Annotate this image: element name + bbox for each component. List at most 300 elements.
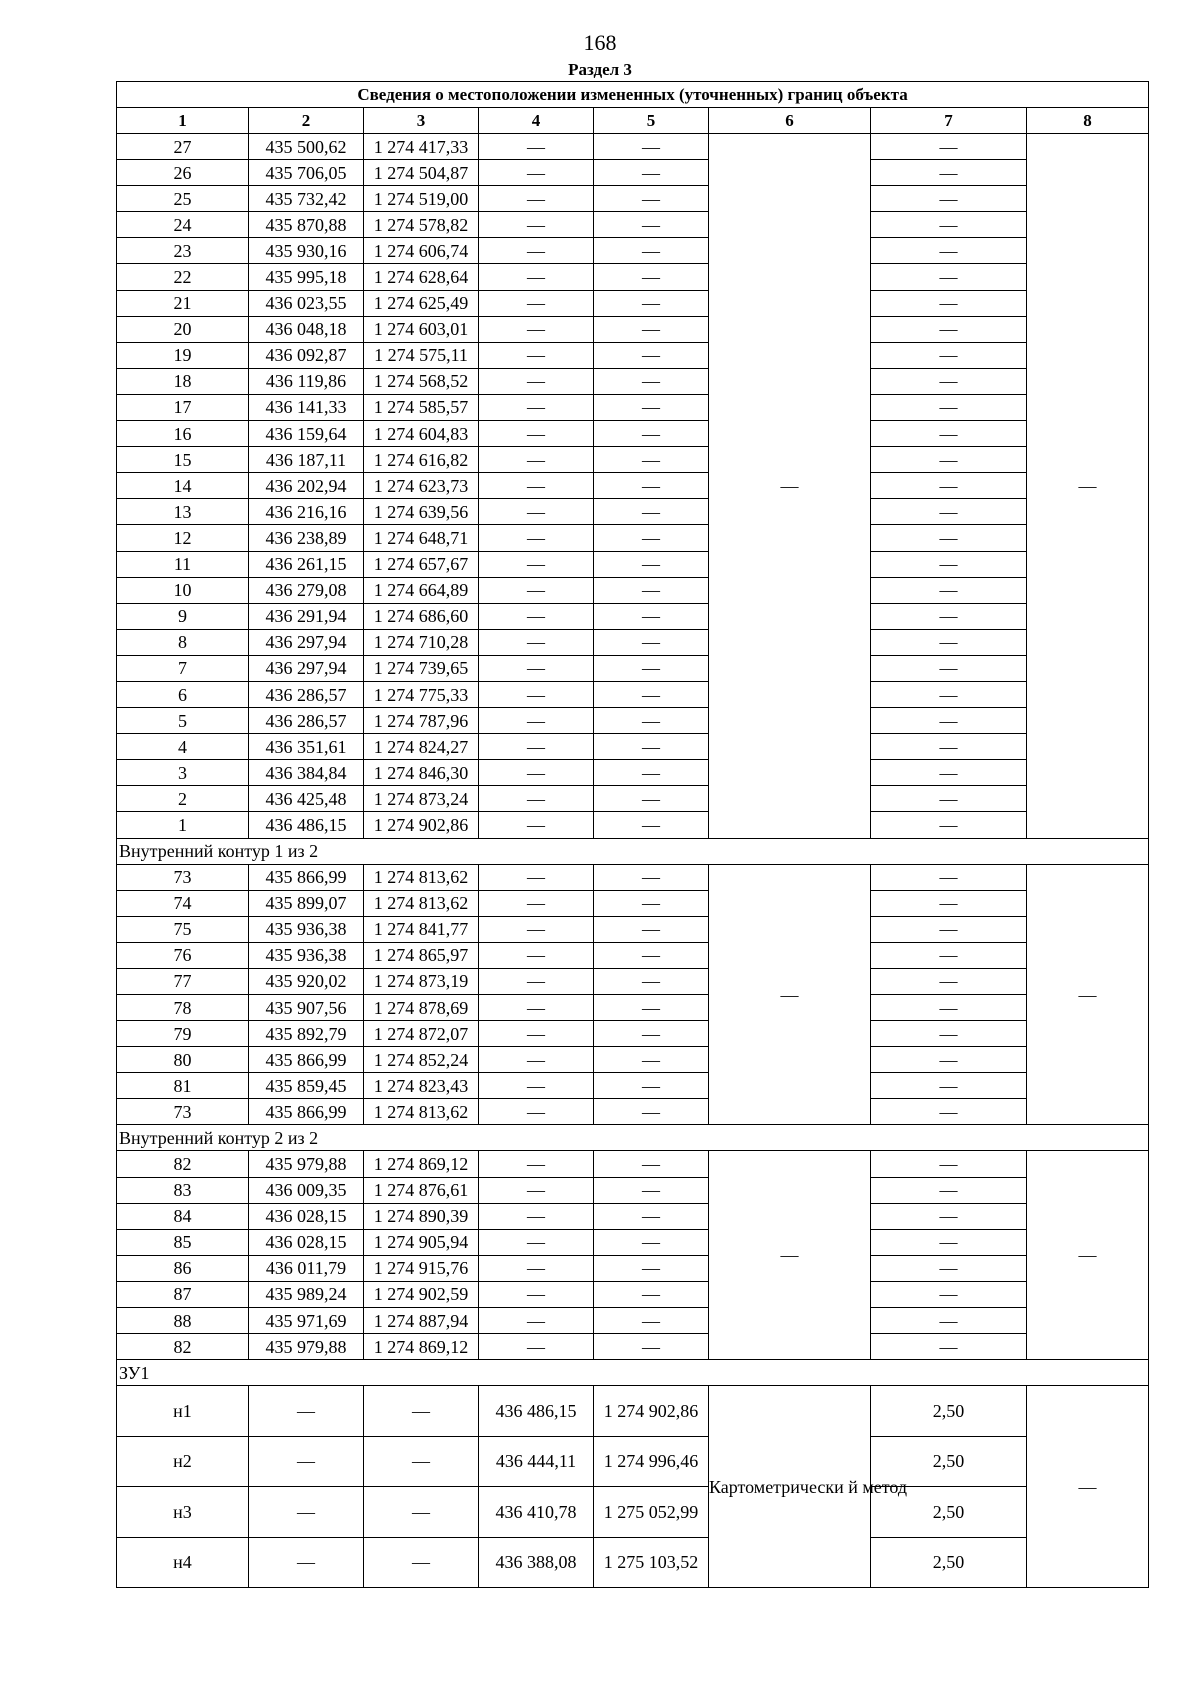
coord-x: 436 486,15 xyxy=(479,1386,594,1437)
dash-cell: — xyxy=(594,942,709,968)
dash-cell: — xyxy=(479,1334,594,1360)
coord-y: 1 274 568,52 xyxy=(364,368,479,394)
dash-cell: — xyxy=(479,603,594,629)
dash-cell: — xyxy=(594,186,709,212)
coord-x: 436 187,11 xyxy=(249,447,364,473)
point-number: 22 xyxy=(117,264,249,290)
table-row xyxy=(117,394,1149,420)
coord-x: 436 092,87 xyxy=(249,342,364,368)
point-number: 24 xyxy=(117,212,249,238)
dash-cell: — xyxy=(871,577,1027,603)
coord-x: 435 706,05 xyxy=(249,160,364,186)
table-row xyxy=(117,1099,1149,1125)
table-row xyxy=(117,238,1149,264)
point-number: 86 xyxy=(117,1255,249,1281)
dash-cell: — xyxy=(594,1334,709,1360)
coord-x: 435 892,79 xyxy=(249,1021,364,1047)
dash-cell: — xyxy=(871,394,1027,420)
coord-y: 1 274 824,27 xyxy=(364,734,479,760)
coord-y: 1 274 604,83 xyxy=(364,421,479,447)
coord-x: 436 286,57 xyxy=(249,708,364,734)
coord-x: 435 920,02 xyxy=(249,968,364,994)
dash-cell: — xyxy=(871,316,1027,342)
dash-cell: — xyxy=(594,1151,709,1177)
point-number: 21 xyxy=(117,290,249,316)
table-row xyxy=(117,134,1149,160)
dash-cell: — xyxy=(594,708,709,734)
coord-y: 1 274 628,64 xyxy=(364,264,479,290)
dash-cell: — xyxy=(479,525,594,551)
dash-cell: — xyxy=(594,864,709,890)
dash-cell: — xyxy=(479,134,594,160)
table-row xyxy=(117,916,1149,942)
dash-cell: — xyxy=(479,916,594,942)
boundary-table xyxy=(116,81,1149,1588)
point-number: 19 xyxy=(117,342,249,368)
coord-x: 436 216,16 xyxy=(249,499,364,525)
dash-cell-merged: — xyxy=(709,134,871,839)
dash-cell: — xyxy=(249,1537,364,1588)
table-row xyxy=(117,186,1149,212)
coord-y: 1 274 823,43 xyxy=(364,1073,479,1099)
dash-cell: — xyxy=(479,812,594,838)
table-row xyxy=(117,577,1149,603)
table-row xyxy=(117,1047,1149,1073)
dash-cell: — xyxy=(871,942,1027,968)
table-row xyxy=(117,368,1149,394)
dash-cell: — xyxy=(594,160,709,186)
point-number: 84 xyxy=(117,1203,249,1229)
coord-x: 436 410,78 xyxy=(479,1487,594,1538)
table-row xyxy=(117,968,1149,994)
coord-x: 436 286,57 xyxy=(249,681,364,707)
table-row xyxy=(117,1386,1149,1437)
dash-cell-merged: — xyxy=(1027,864,1149,1125)
coord-x: 435 866,99 xyxy=(249,1047,364,1073)
coord-y: 1 275 103,52 xyxy=(594,1537,709,1588)
dash-cell: — xyxy=(479,421,594,447)
dash-cell: — xyxy=(871,473,1027,499)
method-cell: Картометрически й метод xyxy=(709,1386,871,1588)
coord-x: 435 907,56 xyxy=(249,995,364,1021)
coord-x: 436 279,08 xyxy=(249,577,364,603)
table-row xyxy=(117,1255,1149,1281)
point-number: 82 xyxy=(117,1334,249,1360)
dash-cell: — xyxy=(479,1151,594,1177)
column-header: 5 xyxy=(594,108,709,134)
coord-x: 435 971,69 xyxy=(249,1308,364,1334)
dash-cell: — xyxy=(871,864,1027,890)
dash-cell: — xyxy=(594,1047,709,1073)
coord-y: 1 274 846,30 xyxy=(364,760,479,786)
column-header-row xyxy=(117,108,1149,134)
coord-x: 436 297,94 xyxy=(249,629,364,655)
coord-y: 1 274 878,69 xyxy=(364,995,479,1021)
point-number: н2 xyxy=(117,1436,249,1487)
dash-cell: — xyxy=(871,968,1027,994)
point-number: н4 xyxy=(117,1537,249,1588)
coord-x: 436 351,61 xyxy=(249,734,364,760)
coord-x: 436 444,11 xyxy=(479,1436,594,1487)
dash-cell: — xyxy=(871,1308,1027,1334)
dash-cell-merged: — xyxy=(1027,1151,1149,1360)
dash-cell: — xyxy=(594,342,709,368)
coord-y: 1 274 710,28 xyxy=(364,629,479,655)
dash-cell: — xyxy=(594,577,709,603)
table-row xyxy=(117,1203,1149,1229)
dash-cell: — xyxy=(871,1281,1027,1307)
coord-y: 1 274 887,94 xyxy=(364,1308,479,1334)
table-row xyxy=(117,290,1149,316)
dash-cell: — xyxy=(594,655,709,681)
coord-y: 1 274 902,59 xyxy=(364,1281,479,1307)
table-row xyxy=(117,708,1149,734)
point-number: 3 xyxy=(117,760,249,786)
coord-x: 435 989,24 xyxy=(249,1281,364,1307)
dash-cell: — xyxy=(594,681,709,707)
dash-cell: — xyxy=(249,1487,364,1538)
dash-cell: — xyxy=(479,786,594,812)
coord-x: 435 899,07 xyxy=(249,890,364,916)
dash-cell: — xyxy=(594,551,709,577)
table-row xyxy=(117,1177,1149,1203)
coord-x: 436 291,94 xyxy=(249,603,364,629)
table-caption: Сведения о местоположении измененных (уточненных) границ объекта xyxy=(117,82,1149,108)
point-number: 27 xyxy=(117,134,249,160)
column-header: 7 xyxy=(871,108,1027,134)
table-row xyxy=(117,890,1149,916)
coord-y: 1 274 639,56 xyxy=(364,499,479,525)
table-row xyxy=(117,421,1149,447)
dash-cell: — xyxy=(479,995,594,1021)
coord-y: 1 274 813,62 xyxy=(364,890,479,916)
dash-cell: — xyxy=(871,708,1027,734)
dash-cell: — xyxy=(594,447,709,473)
dash-cell: — xyxy=(871,1073,1027,1099)
dash-cell-merged: — xyxy=(709,1151,871,1360)
point-number: 88 xyxy=(117,1308,249,1334)
coord-y: 1 274 519,00 xyxy=(364,186,479,212)
coord-x: 436 425,48 xyxy=(249,786,364,812)
point-number: 6 xyxy=(117,681,249,707)
point-number: 87 xyxy=(117,1281,249,1307)
dash-cell: — xyxy=(871,995,1027,1021)
dash-cell: — xyxy=(479,160,594,186)
dash-cell: — xyxy=(594,995,709,1021)
table-row xyxy=(117,812,1149,838)
dash-cell: — xyxy=(479,290,594,316)
dash-cell: — xyxy=(479,655,594,681)
table-row xyxy=(117,1537,1149,1588)
column-header: 3 xyxy=(364,108,479,134)
coord-y: 1 274 775,33 xyxy=(364,681,479,707)
dash-cell: — xyxy=(871,447,1027,473)
dash-cell: — xyxy=(594,968,709,994)
coord-x: 435 930,16 xyxy=(249,238,364,264)
dash-cell: — xyxy=(594,1073,709,1099)
dash-cell: — xyxy=(479,942,594,968)
coord-x: 435 979,88 xyxy=(249,1334,364,1360)
dash-cell: — xyxy=(594,290,709,316)
point-number: 13 xyxy=(117,499,249,525)
dash-cell: — xyxy=(871,342,1027,368)
dash-cell-merged: — xyxy=(1027,1386,1149,1588)
coord-x: 436 028,15 xyxy=(249,1203,364,1229)
coord-x: 435 866,99 xyxy=(249,864,364,890)
dash-cell: — xyxy=(479,760,594,786)
coord-y: 1 274 841,77 xyxy=(364,916,479,942)
dash-cell: — xyxy=(594,525,709,551)
table-row xyxy=(117,760,1149,786)
dash-cell: — xyxy=(594,368,709,394)
coord-y: 1 274 915,76 xyxy=(364,1255,479,1281)
coord-y: 1 274 787,96 xyxy=(364,708,479,734)
point-number: 80 xyxy=(117,1047,249,1073)
table-row xyxy=(117,629,1149,655)
dash-cell: — xyxy=(871,681,1027,707)
dash-cell-merged: — xyxy=(709,864,871,1125)
point-number: 1 xyxy=(117,812,249,838)
coord-y: 1 274 585,57 xyxy=(364,394,479,420)
column-header: 1 xyxy=(117,108,249,134)
coord-x: 436 028,15 xyxy=(249,1229,364,1255)
dash-cell: — xyxy=(594,1255,709,1281)
dash-cell: — xyxy=(594,890,709,916)
column-header: 2 xyxy=(249,108,364,134)
dash-cell: — xyxy=(594,734,709,760)
coord-y: 1 274 606,74 xyxy=(364,238,479,264)
dash-cell: — xyxy=(594,1203,709,1229)
dash-cell: — xyxy=(479,1281,594,1307)
dash-cell: — xyxy=(594,316,709,342)
dash-cell: — xyxy=(871,499,1027,525)
table-row xyxy=(117,1334,1149,1360)
point-number: 10 xyxy=(117,577,249,603)
dash-cell: — xyxy=(479,473,594,499)
page-number: 168 xyxy=(583,30,617,55)
dash-cell: — xyxy=(871,1021,1027,1047)
dash-cell: — xyxy=(594,1021,709,1047)
dash-cell: — xyxy=(479,864,594,890)
dash-cell: — xyxy=(871,1255,1027,1281)
section-title: Раздел 3 xyxy=(568,60,632,79)
dash-cell: — xyxy=(479,1099,594,1125)
dash-cell: — xyxy=(871,890,1027,916)
coord-x: 436 159,64 xyxy=(249,421,364,447)
point-number: 8 xyxy=(117,629,249,655)
dash-cell: — xyxy=(479,551,594,577)
coord-y: 1 274 603,01 xyxy=(364,316,479,342)
dash-cell-merged: — xyxy=(1027,134,1149,839)
table-row xyxy=(117,316,1149,342)
point-number: 77 xyxy=(117,968,249,994)
point-number: 73 xyxy=(117,1099,249,1125)
coord-x: 435 979,88 xyxy=(249,1151,364,1177)
dash-cell: — xyxy=(871,525,1027,551)
dash-cell: — xyxy=(594,421,709,447)
coord-x: 436 486,15 xyxy=(249,812,364,838)
point-number: 12 xyxy=(117,525,249,551)
table-row xyxy=(117,1281,1149,1307)
coord-x: 436 048,18 xyxy=(249,316,364,342)
coord-x: 435 500,62 xyxy=(249,134,364,160)
coord-y: 1 274 873,24 xyxy=(364,786,479,812)
dash-cell: — xyxy=(594,238,709,264)
accuracy-value: 2,50 xyxy=(871,1487,1027,1538)
coord-x: 436 297,94 xyxy=(249,655,364,681)
table-row xyxy=(117,1021,1149,1047)
dash-cell: — xyxy=(871,264,1027,290)
dash-cell: — xyxy=(479,394,594,420)
coord-y: 1 274 996,46 xyxy=(594,1436,709,1487)
dash-cell: — xyxy=(479,577,594,603)
dash-cell: — xyxy=(594,1177,709,1203)
coord-x: 435 870,88 xyxy=(249,212,364,238)
dash-cell: — xyxy=(364,1386,479,1437)
dash-cell: — xyxy=(479,238,594,264)
dash-cell: — xyxy=(249,1436,364,1487)
coord-x: 436 023,55 xyxy=(249,290,364,316)
dash-cell: — xyxy=(871,290,1027,316)
dash-cell: — xyxy=(479,681,594,707)
coord-x: 436 202,94 xyxy=(249,473,364,499)
point-number: 73 xyxy=(117,864,249,890)
dash-cell: — xyxy=(871,551,1027,577)
dash-cell: — xyxy=(871,916,1027,942)
coord-y: 1 274 872,07 xyxy=(364,1021,479,1047)
coord-y: 1 274 623,73 xyxy=(364,473,479,499)
dash-cell: — xyxy=(479,734,594,760)
dash-cell: — xyxy=(871,760,1027,786)
coord-x: 436 141,33 xyxy=(249,394,364,420)
coord-x: 435 732,42 xyxy=(249,186,364,212)
coord-y: 1 274 686,60 xyxy=(364,603,479,629)
dash-cell: — xyxy=(479,316,594,342)
dash-cell: — xyxy=(594,629,709,655)
dash-cell: — xyxy=(871,160,1027,186)
table-row xyxy=(117,864,1149,890)
contour-label: Внутренний контур 1 из 2 xyxy=(117,838,1149,864)
table-row xyxy=(117,499,1149,525)
accuracy-value: 2,50 xyxy=(871,1436,1027,1487)
table-row xyxy=(117,212,1149,238)
point-number: 18 xyxy=(117,368,249,394)
coord-y: 1 274 852,24 xyxy=(364,1047,479,1073)
parcel-label: ЗУ1 xyxy=(117,1360,1149,1386)
dash-cell: — xyxy=(479,1229,594,1255)
dash-cell: — xyxy=(871,655,1027,681)
dash-cell: — xyxy=(479,708,594,734)
table-row xyxy=(117,1487,1149,1538)
dash-cell: — xyxy=(871,186,1027,212)
coord-x: 435 936,38 xyxy=(249,916,364,942)
point-number: 14 xyxy=(117,473,249,499)
table-row xyxy=(117,603,1149,629)
dash-cell: — xyxy=(871,603,1027,629)
dash-cell: — xyxy=(871,212,1027,238)
coord-y: 1 274 657,67 xyxy=(364,551,479,577)
dash-cell: — xyxy=(594,264,709,290)
point-number: 16 xyxy=(117,421,249,447)
dash-cell: — xyxy=(364,1537,479,1588)
dash-cell: — xyxy=(479,1177,594,1203)
point-number: 83 xyxy=(117,1177,249,1203)
dash-cell: — xyxy=(871,238,1027,264)
coord-y: 1 274 902,86 xyxy=(594,1386,709,1437)
coord-y: 1 274 890,39 xyxy=(364,1203,479,1229)
coord-y: 1 274 869,12 xyxy=(364,1151,479,1177)
point-number: н3 xyxy=(117,1487,249,1538)
dash-cell: — xyxy=(479,368,594,394)
dash-cell: — xyxy=(479,1255,594,1281)
dash-cell: — xyxy=(479,212,594,238)
dash-cell: — xyxy=(871,1047,1027,1073)
dash-cell: — xyxy=(871,629,1027,655)
dash-cell: — xyxy=(479,447,594,473)
table-row xyxy=(117,160,1149,186)
coord-y: 1 274 905,94 xyxy=(364,1229,479,1255)
coord-y: 1 274 504,87 xyxy=(364,160,479,186)
table-row xyxy=(117,525,1149,551)
table-row xyxy=(117,447,1149,473)
dash-cell: — xyxy=(479,1203,594,1229)
dash-cell: — xyxy=(479,1047,594,1073)
coord-x: 436 384,84 xyxy=(249,760,364,786)
table-row xyxy=(117,681,1149,707)
coord-y: 1 274 813,62 xyxy=(364,864,479,890)
dash-cell: — xyxy=(479,629,594,655)
point-number: 9 xyxy=(117,603,249,629)
dash-cell: — xyxy=(871,812,1027,838)
dash-cell: — xyxy=(871,134,1027,160)
dash-cell: — xyxy=(871,1151,1027,1177)
table-row xyxy=(117,1073,1149,1099)
coord-y: 1 274 578,82 xyxy=(364,212,479,238)
coord-x: 436 261,15 xyxy=(249,551,364,577)
dash-cell: — xyxy=(249,1386,364,1437)
dash-cell: — xyxy=(594,1229,709,1255)
coord-y: 1 274 876,61 xyxy=(364,1177,479,1203)
dash-cell: — xyxy=(479,968,594,994)
point-number: 26 xyxy=(117,160,249,186)
coord-y: 1 274 865,97 xyxy=(364,942,479,968)
dash-cell: — xyxy=(871,421,1027,447)
accuracy-value: 2,50 xyxy=(871,1386,1027,1437)
coord-y: 1 274 813,62 xyxy=(364,1099,479,1125)
coord-y: 1 274 648,71 xyxy=(364,525,479,551)
dash-cell: — xyxy=(871,786,1027,812)
column-header: 6 xyxy=(709,108,871,134)
dash-cell: — xyxy=(594,760,709,786)
dash-cell: — xyxy=(479,890,594,916)
coord-x: 435 995,18 xyxy=(249,264,364,290)
column-header: 8 xyxy=(1027,108,1149,134)
dash-cell: — xyxy=(594,603,709,629)
column-header: 4 xyxy=(479,108,594,134)
coord-x: 436 011,79 xyxy=(249,1255,364,1281)
dash-cell: — xyxy=(871,1334,1027,1360)
dash-cell: — xyxy=(594,212,709,238)
table-row xyxy=(117,264,1149,290)
table-row xyxy=(117,1308,1149,1334)
coord-y: 1 274 739,65 xyxy=(364,655,479,681)
table-row xyxy=(117,342,1149,368)
coord-y: 1 275 052,99 xyxy=(594,1487,709,1538)
table-row xyxy=(117,1436,1149,1487)
point-number: 11 xyxy=(117,551,249,577)
table-row xyxy=(117,734,1149,760)
table-row xyxy=(117,551,1149,577)
